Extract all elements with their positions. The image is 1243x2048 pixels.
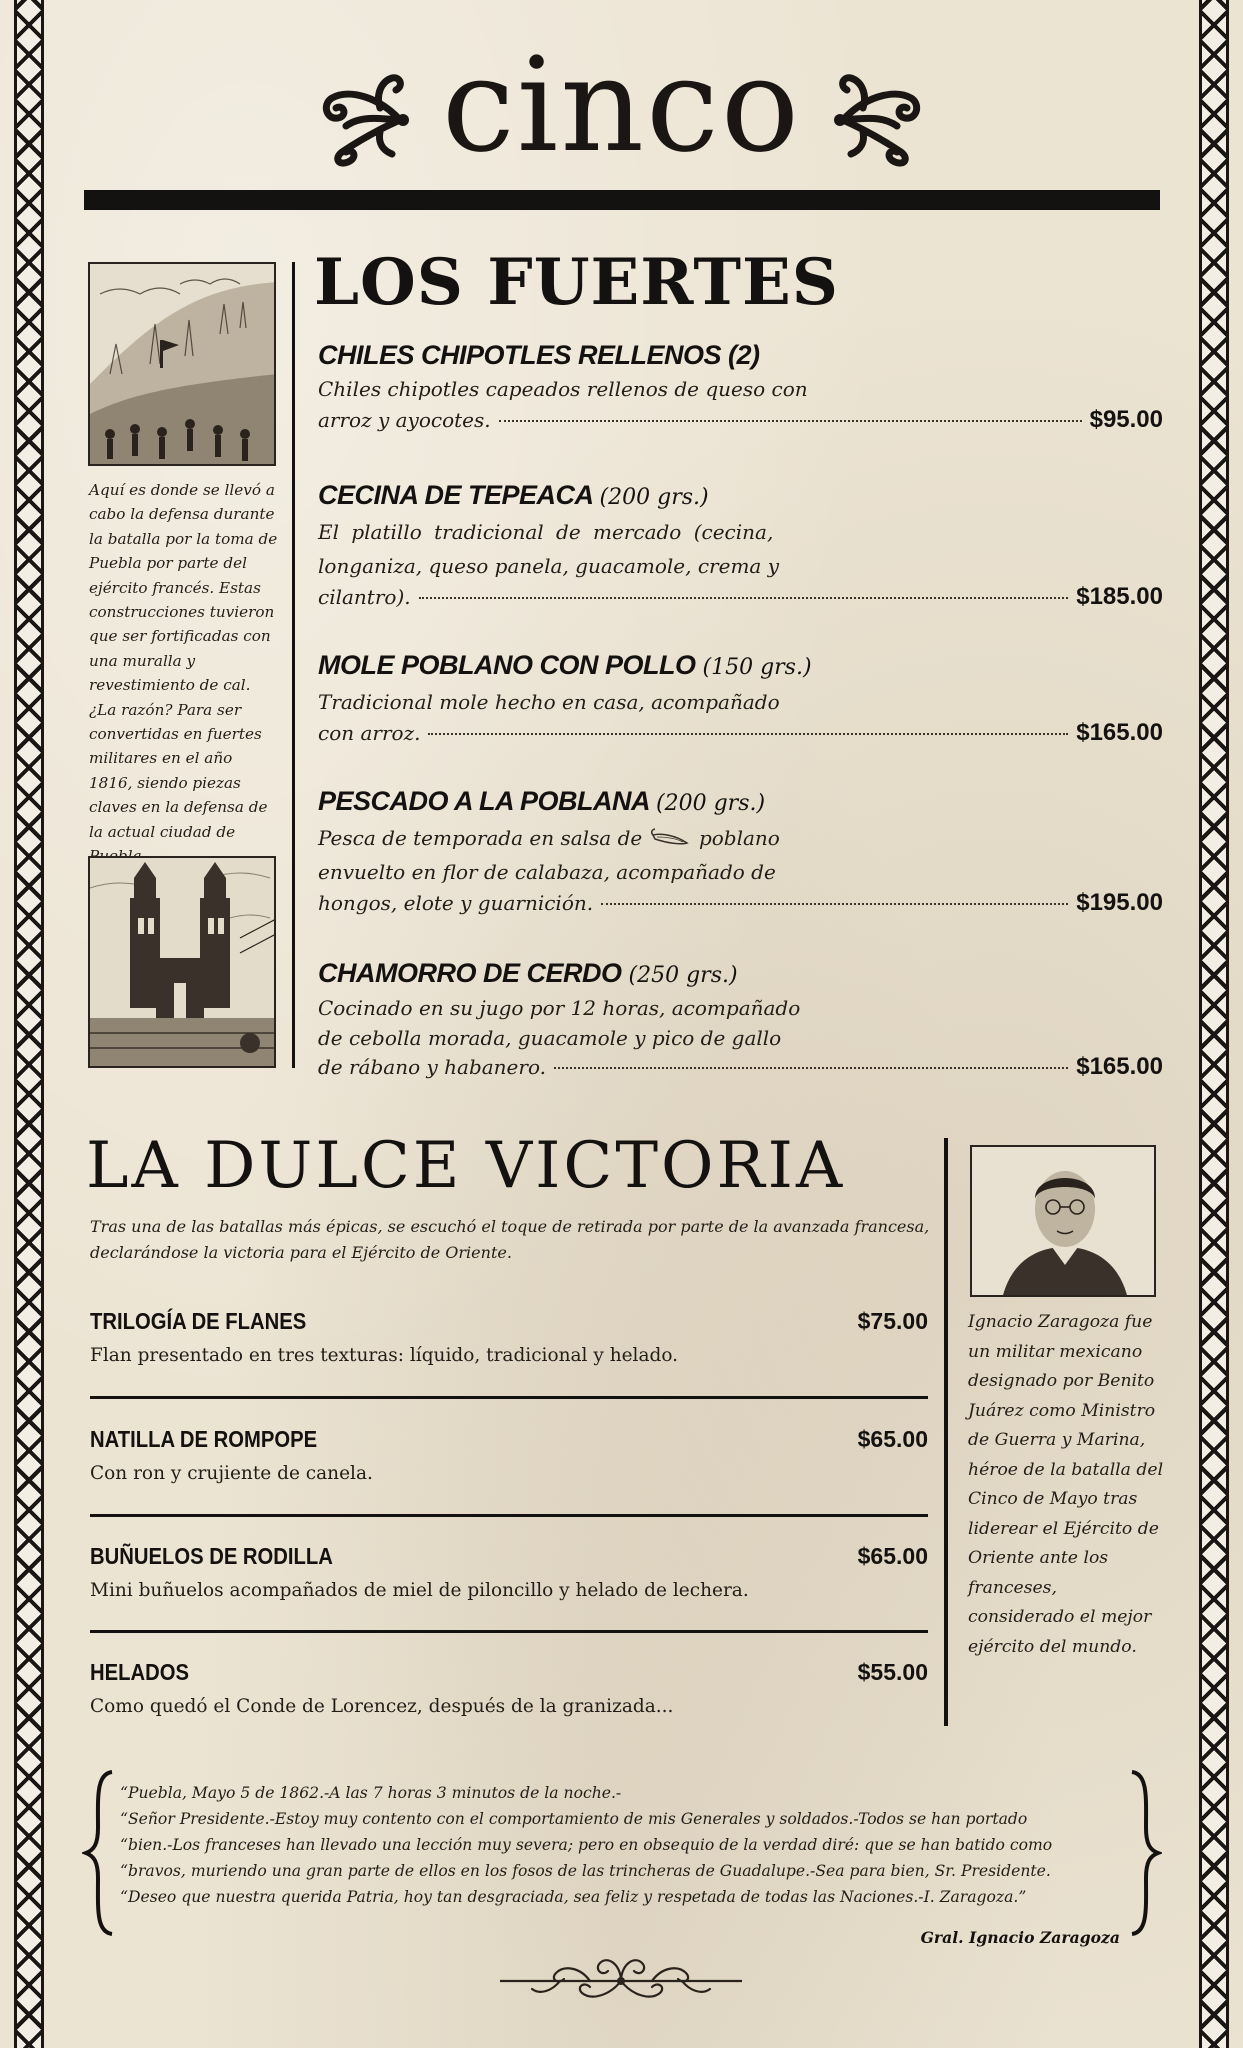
logo-wordmark: cinco (441, 29, 802, 181)
dessert-divider (90, 1630, 928, 1633)
dessert-item (90, 1308, 928, 1371)
zaragoza-quote (82, 1768, 1162, 1947)
dish-name: CHAMORRO DE CERDO (250 grs.) (318, 958, 738, 988)
dessert-price: $75.00 (857, 1308, 928, 1334)
dish-price: $195.00 (1076, 889, 1163, 916)
dulce-intro-text: Tras una de las batallas más épicas, se escuchó el toque de retirada por parte de la avanzada francesa, declarándose la victoria para el Ejército de Oriente. (90, 1217, 930, 1262)
section-title-fuertes: LOS FUERTES (314, 245, 839, 320)
scroll-ornament-icon (500, 1945, 742, 2015)
fuertes-vertical-divider (292, 262, 295, 1068)
dish-price: $165.00 (1076, 1053, 1163, 1080)
chile-pepper-icon (649, 827, 693, 849)
dish-price: $95.00 (1089, 406, 1163, 433)
dish-price: $185.00 (1076, 583, 1163, 610)
dessert-description: Con ron y crujiente de canela. (90, 1463, 373, 1484)
dessert-item (90, 1426, 928, 1489)
dessert-divider (90, 1396, 928, 1399)
dessert-divider (90, 1514, 928, 1517)
cathedral-engraving-image (88, 856, 276, 1068)
battle-engraving-image (88, 262, 276, 466)
menu-header (80, 29, 1163, 181)
left-brace-icon (82, 1768, 118, 1938)
section-title-dulce-victoria: LA DULCE VICTORIA (86, 1129, 846, 1203)
right-brace-icon (1126, 1768, 1162, 1938)
left-border-pattern (14, 0, 44, 2048)
dessert-item (90, 1659, 928, 1722)
dessert-price: $65.00 (857, 1543, 928, 1569)
dish-description: de cebolla morada, guacamole y pico de gallo (318, 1026, 782, 1050)
dessert-price: $65.00 (857, 1426, 928, 1452)
dessert-description: Flan presentado en tres texturas: líquido, tradicional y helado. (90, 1345, 679, 1366)
right-border-pattern (1199, 0, 1229, 2048)
dessert-name: BUÑUELOS DE RODILLA (90, 1543, 333, 1569)
dessert-price: $55.00 (857, 1659, 928, 1685)
quote-text: “Puebla, Mayo 5 de 1862.-A las 7 horas 3 minutos de la noche.- “Señor Presidente.-Estoy muy contento con el comportamiento de mis Generales y soldados.-Todos se han portado “bien.-Los franceses han llevado una lección muy severa; pero en obsequio de la verdad diré: que se han batido como “bravos, muriendo una gran parte de ellos en los fosos de las trincheras de Guadalupe.-Sea para bien, Sr. Presidente. “Deseo que nuestra querida Patria, hoy tan desgraciada, sea feliz y respetada de todas las Naciones.-I. Zaragoza.” (120, 1784, 1053, 1906)
dish-description: envuelto en flor de calabaza, acompañado de (318, 860, 776, 884)
dish-description: Chiles chipotles capeados rellenos de queso con (318, 377, 808, 401)
dulce-vertical-divider (944, 1138, 948, 1726)
dish-description: El platillo tradicional de mercado (cecina, (318, 520, 774, 544)
zaragoza-portrait-image (970, 1145, 1156, 1297)
dish-description: longaniza, queso panela, guacamole, crema y (318, 554, 779, 578)
dish-price-line: con arroz. $165.00 (318, 719, 1163, 746)
zaragoza-caption: Ignacio Zaragoza fue un militar mexicano designado por Benito Juárez como Ministro de Guerra y Marina, héroe de la batalla del Cinco de Mayo tras liderear el Ejército de Oriente ante los franceses, considerado el mejor ejército del mundo. (968, 1312, 1164, 1657)
menu-item (318, 478, 1163, 611)
dish-name: CECINA DE TEPEACA (200 grs.) (318, 480, 709, 510)
dessert-item (90, 1543, 928, 1606)
dish-price-line: cilantro). $185.00 (318, 583, 1163, 610)
dish-name: PESCADO A LA POBLANA (200 grs.) (318, 786, 766, 816)
dessert-name: HELADOS (90, 1659, 189, 1685)
header-divider-bar (84, 190, 1160, 210)
dish-description: Cocinado en su jugo por 12 horas, acompañado (318, 996, 801, 1020)
dish-price-line: hongos, elote y guarnición. $195.00 (318, 889, 1163, 916)
dessert-name: TRILOGÍA DE FLANES (90, 1308, 307, 1334)
menu-item (318, 784, 1163, 917)
menu-item (318, 648, 1163, 747)
dish-description: Tradicional mole hecho en casa, acompañado (318, 690, 780, 714)
dish-price-line: arroz y ayocotes. $95.00 (318, 406, 1163, 433)
acanthus-flourish-icon (833, 68, 923, 168)
menu-item (318, 338, 1163, 434)
dish-price: $165.00 (1076, 719, 1163, 746)
dessert-description: Como quedó el Conde de Lorencez, después de la granizada... (90, 1696, 674, 1717)
dessert-name: NATILLA DE ROMPOPE (90, 1426, 318, 1452)
dish-name: MOLE POBLANO CON POLLO (150 grs.) (318, 650, 812, 680)
dish-price-line: de rábano y habanero. $165.00 (318, 1053, 1163, 1080)
dish-name: CHILES CHIPOTLES RELLENOS (2) (318, 340, 760, 370)
dessert-description: Mini buñuelos acompañados de miel de piloncillo y helado de lechera. (90, 1580, 749, 1601)
fuertes-history-text: Aquí es donde se llevó a cabo la defensa durante la batalla por la toma de Puebla por parte del ejército francés. Estas construcciones tuvieron que ser fortificadas con una muralla y revestimiento de cal. ¿La razón? Para ser convertidas en fuertes militares en el año 1816, siendo piezas claves en la defensa de la actual ciudad de (89, 481, 278, 841)
quote-signature: Gral. Ignacio Zaragoza (920, 1928, 1120, 1947)
dish-description: Pesca de temporada en salsa de poblano (318, 826, 780, 850)
menu-item (318, 956, 1163, 1081)
